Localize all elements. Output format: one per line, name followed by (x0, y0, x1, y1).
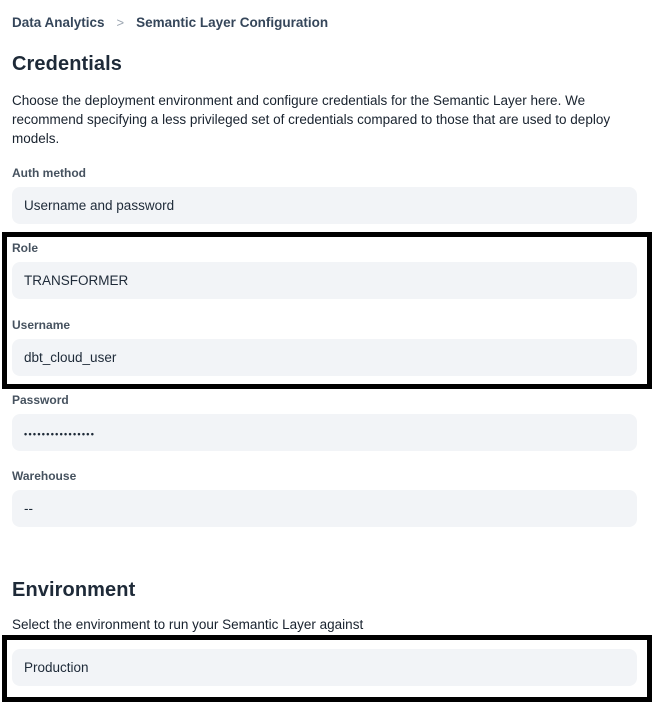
password-field[interactable] (12, 414, 637, 451)
credentials-description: Choose the deployment environment and configure credentials for the Semantic Layer here. We recommend specifying a less privileged set of credentials compared to those that are used to deploy models. (12, 93, 611, 146)
credentials-section (12, 53, 637, 527)
username-field[interactable] (12, 339, 637, 376)
environment-selected-value: Production (24, 660, 89, 675)
username-field-group (12, 318, 637, 376)
password-masked-value: •••••••••••••••• (24, 428, 96, 439)
warehouse-value: -- (24, 501, 33, 516)
environment-highlight-box (2, 635, 652, 702)
environment-description: Select the environment to run your Semantic Layer against (12, 617, 364, 632)
role-field-group (12, 241, 637, 299)
username-label: Username (12, 318, 71, 332)
warehouse-label: Warehouse (12, 469, 77, 483)
username-value: dbt_cloud_user (24, 350, 117, 365)
auth-method-value: Username and password (24, 198, 175, 213)
auth-method-field[interactable] (12, 187, 637, 224)
auth-method-label: Auth method (12, 166, 86, 180)
password-label: Password (12, 393, 69, 407)
password-field-group (12, 393, 637, 451)
environment-section (12, 579, 637, 702)
warehouse-field[interactable] (12, 490, 637, 527)
credentials-highlight-box (2, 232, 652, 389)
breadcrumb (12, 14, 637, 31)
environment-field-group (12, 649, 637, 686)
role-field[interactable] (12, 262, 637, 299)
environment-title: Environment (12, 579, 136, 601)
breadcrumb-item-data-analytics[interactable]: Data Analytics (12, 15, 105, 30)
warehouse-field-group (12, 469, 637, 527)
environment-select-field[interactable] (12, 649, 637, 686)
credentials-title: Credentials (12, 53, 123, 75)
auth-method-field-group (12, 166, 637, 224)
breadcrumb-item-semantic-layer-configuration: Semantic Layer Configuration (136, 15, 329, 30)
breadcrumb-separator-icon: > (116, 15, 125, 30)
role-label: Role (12, 241, 39, 255)
role-value: TRANSFORMER (24, 273, 129, 288)
